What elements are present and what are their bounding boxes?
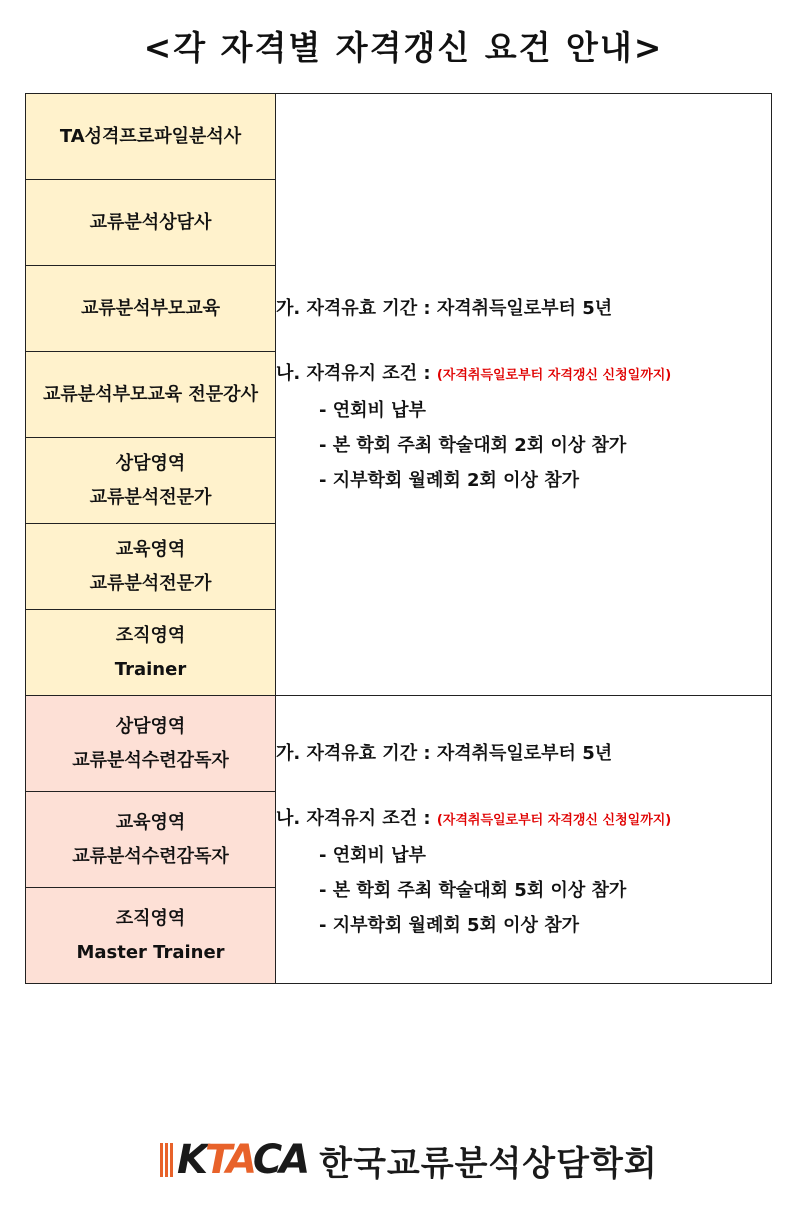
- renewal-conditions-group1: [276, 94, 772, 696]
- qualification-name: 교류분석상담사: [89, 211, 212, 233]
- qualification-cell: [26, 524, 276, 610]
- condition-item: - 지부학회 월례회 5회 이상 참가: [319, 915, 579, 936]
- qualification-name: Trainer: [114, 658, 187, 680]
- table-row: [26, 696, 772, 792]
- qualification-cell: [26, 888, 276, 984]
- qualification-area: 상담영역: [115, 452, 186, 474]
- page-title: <각 자격별 자격갱신 요건 안내>: [143, 28, 664, 67]
- qualification-cell: [26, 438, 276, 524]
- qualification-cell: [26, 266, 276, 352]
- qualification-area: 조직영역: [115, 907, 186, 929]
- condition-item: - 지부학회 월례회 2회 이상 참가: [319, 470, 579, 491]
- qualification-area: 조직영역: [115, 624, 186, 646]
- condition-item: - 연회비 납부: [319, 845, 426, 866]
- qualification-cell: [26, 696, 276, 792]
- qualification-area: 교육영역: [115, 538, 186, 560]
- validity-period: 가. 자격유효 기간 : 자격취득일로부터 5년: [276, 298, 613, 319]
- requirements-table: [25, 93, 772, 984]
- qualification-cell: [26, 792, 276, 888]
- qualification-cell: [26, 610, 276, 696]
- qualification-name: 교류분석부모교육: [80, 297, 221, 319]
- condition-note: (자격취득일로부터 자격갱신 신청일까지): [436, 813, 672, 828]
- validity-period: 가. 자격유효 기간 : 자격취득일로부터 5년: [276, 743, 613, 764]
- condition-item: - 본 학회 주최 학술대회 5회 이상 참가: [319, 880, 627, 901]
- logo-stripes-icon: [160, 1143, 175, 1177]
- organization-name: 한국교류분석상담학회: [319, 1143, 658, 1184]
- renewal-conditions-group2: [276, 696, 772, 984]
- footer: [160, 1132, 658, 1188]
- qualification-name: 교류분석부모교육 전문강사: [43, 383, 258, 405]
- qualification-name: 교류분석전문가: [89, 486, 212, 508]
- qualification-name: 교류분석수련감독자: [72, 749, 229, 771]
- condition-heading: [276, 356, 771, 393]
- qualification-name: Master Trainer: [76, 941, 225, 963]
- qualification-name: TA성격프로파일분석사: [59, 125, 242, 147]
- condition-item: - 연회비 납부: [319, 400, 426, 421]
- qualification-cell: [26, 94, 276, 180]
- condition-item: - 본 학회 주최 학술대회 2회 이상 참가: [319, 435, 627, 456]
- qualification-name: 교류분석전문가: [89, 572, 212, 594]
- condition-note: (자격취득일로부터 자격갱신 신청일까지): [436, 368, 672, 383]
- qualification-area: 교육영역: [115, 811, 186, 833]
- condition-label: 나. 자격유지 조건 :: [276, 808, 437, 829]
- condition-label: 나. 자격유지 조건 :: [276, 363, 437, 384]
- qualification-cell: [26, 180, 276, 266]
- condition-heading: [276, 801, 771, 838]
- qualification-area: 상담영역: [115, 715, 186, 737]
- qualification-cell: [26, 352, 276, 438]
- logo-wordmark: KTACA: [177, 1137, 308, 1183]
- qualification-name: 교류분석수련감독자: [72, 845, 229, 867]
- table-row: [26, 94, 772, 180]
- ktaca-logo: [160, 1137, 307, 1183]
